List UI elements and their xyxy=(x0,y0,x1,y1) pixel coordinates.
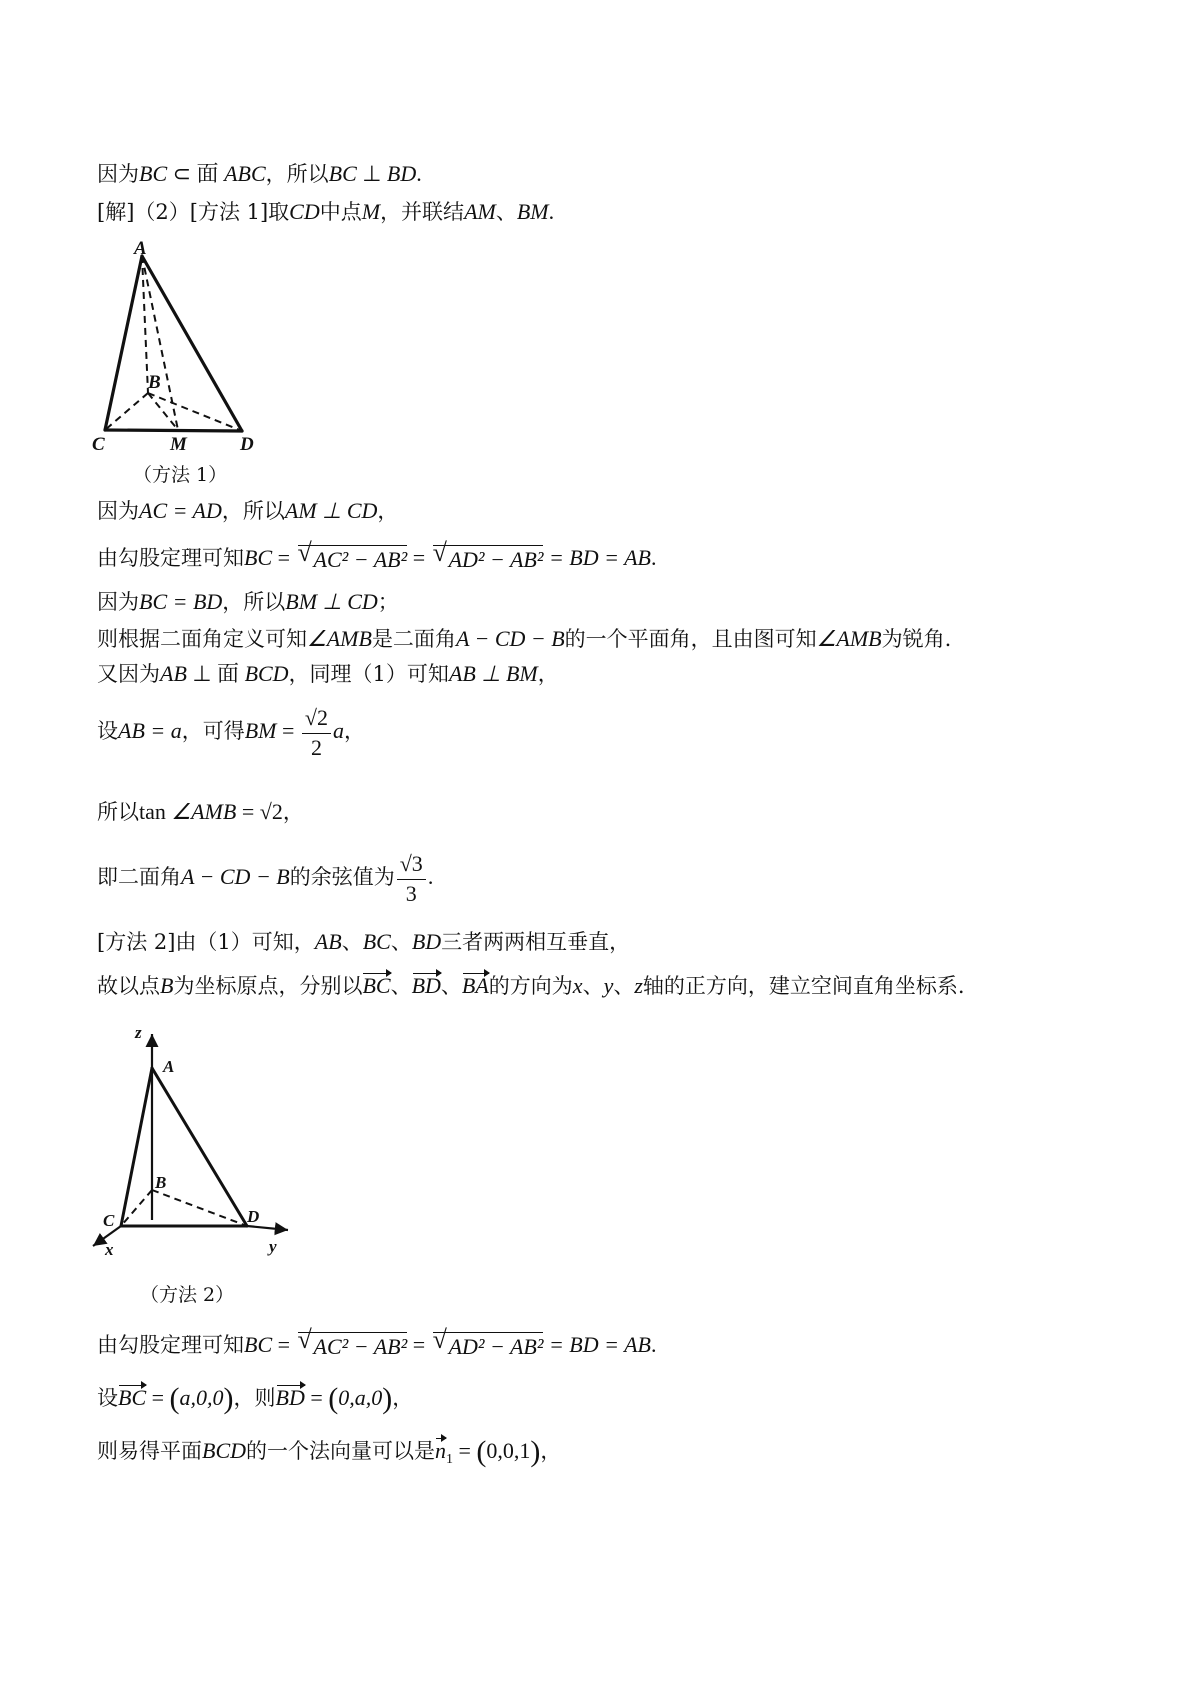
label-b: B xyxy=(148,372,161,393)
label-c: C xyxy=(103,1211,115,1230)
y-axis xyxy=(247,1226,288,1230)
text-line-4: 由勾股定理可知BC = √ AC² − AB² = √ AD² − AB² = BD = AB. xyxy=(97,538,657,572)
vector-bd: BD xyxy=(275,1385,305,1410)
edge-ac xyxy=(121,1068,152,1226)
edge-ad xyxy=(152,1068,247,1226)
text-line-7: 又因为AB ⊥ 面 BCD，同理（1）可知AB ⊥ BM， xyxy=(97,661,559,686)
text-line-10: 即二面角A − CD − B的余弦值为 $\frac{√3}{3}$ . xyxy=(97,851,434,906)
vector-bc: BC xyxy=(118,1385,147,1410)
label-b: B xyxy=(155,1173,167,1192)
figure-2-coordinate-tetrahedron xyxy=(85,1020,305,1265)
text-line-5: 因为BC = BD，所以BM ⊥ CD； xyxy=(97,589,399,614)
edge-bd xyxy=(148,393,242,431)
sqrt-expression: √ AC² − AB² xyxy=(297,538,408,572)
text-line-3: 因为AC = AD，所以AM ⊥ CD， xyxy=(97,498,399,523)
text-line-1: 因为BC ⊂ 面 ABC，所以BC ⊥ BD. xyxy=(97,161,422,186)
label-x: x xyxy=(105,1240,114,1259)
text-line-9: 所以tan ∠AMB = √2， xyxy=(97,799,304,824)
text-line-6: 则根据二面角定义可知∠AMB是二面角A − CD − B的一个平面角，且由图可知∠AMB为锐角. xyxy=(97,626,952,651)
text-line-14: 设BC = (a,0,0)，则BD = (0,a,0)， xyxy=(97,1382,414,1415)
text-line-12: 故以点B为坐标原点，分别以BC、BD、BA的方向为x、y、z轴的正方向，建立空间直角坐标系. xyxy=(97,973,965,998)
text-line-11: [方法 2]由（1）可知，AB、BC、BD三者两两相互垂直， xyxy=(97,929,631,954)
label-z: z xyxy=(135,1023,142,1042)
vector-bd: BD xyxy=(411,973,441,998)
sqrt-expression: √ AD² − AB² xyxy=(432,1325,544,1359)
sqrt-expression: √ AD² − AB² xyxy=(432,538,544,572)
text-line-8: 设AB = a，可得BM = $\frac{√2}{2}$ a， xyxy=(97,705,365,760)
text-line-15: 则易得平面BCD的一个法向量可以是$n_1 = (0,0,1)$， xyxy=(97,1435,562,1468)
label-y: y xyxy=(269,1237,277,1256)
text-line-2: [解]（2）[方法 1]取CD中点M，并联结AM、BM. xyxy=(97,199,555,224)
label-m: M xyxy=(170,434,187,455)
sqrt-expression: √ AC² − AB² xyxy=(297,1325,408,1359)
label-c: C xyxy=(92,434,105,455)
fraction-sqrt3-over-3: $\frac{√3}{3}$ xyxy=(397,849,426,908)
label-a: A xyxy=(134,238,147,259)
figure-1-tetrahedron xyxy=(90,238,290,465)
label-a: A xyxy=(163,1057,175,1076)
edge-bd xyxy=(152,1190,247,1226)
vector-n1: n xyxy=(435,1438,446,1463)
label-d: D xyxy=(247,1207,260,1226)
vector-ba: BA xyxy=(461,973,489,998)
vector-bc: BC xyxy=(362,973,391,998)
fraction-sqrt2-over-2: $\frac{√2}{2}$ xyxy=(302,703,331,762)
figure-1-caption: （方法 1） xyxy=(133,464,228,486)
text-line-13: 由勾股定理可知BC = √ AC² − AB² = √ AD² − AB² = BD = AB. xyxy=(97,1325,657,1359)
edge-cd xyxy=(105,430,242,431)
label-d: D xyxy=(240,434,254,455)
figure-2-caption: （方法 2） xyxy=(140,1284,235,1306)
